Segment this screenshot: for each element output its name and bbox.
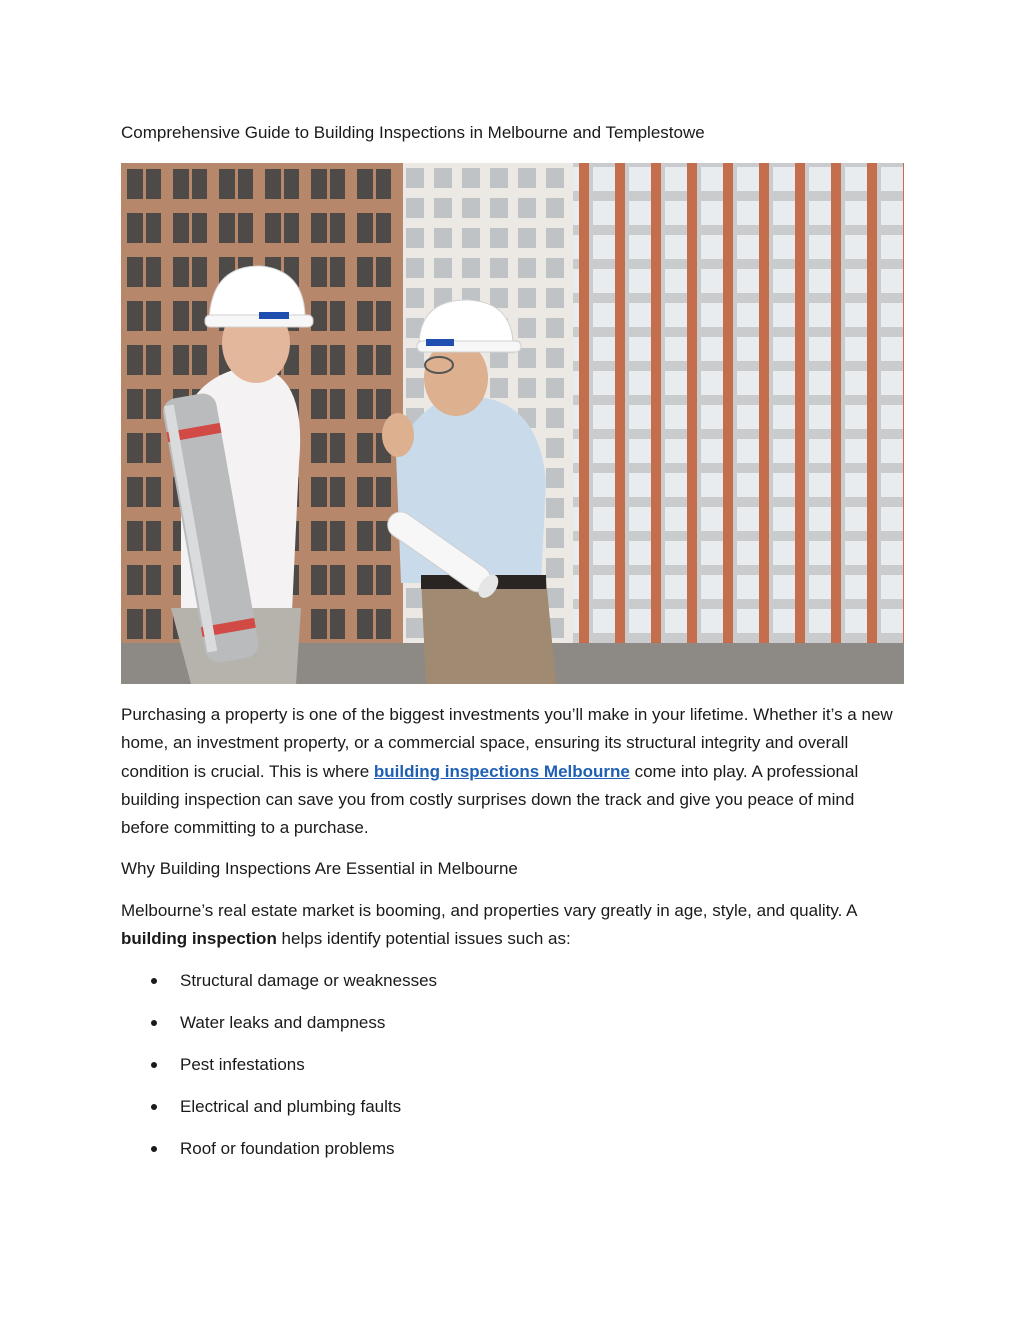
bullet-icon (151, 1020, 157, 1026)
list-item-text: Electrical and plumbing faults (180, 1097, 402, 1116)
bullet-icon (151, 1062, 157, 1068)
section-paragraph (121, 897, 907, 954)
list-item-text: Water leaks and dampness (180, 1013, 386, 1032)
list-item (121, 1092, 437, 1134)
bullet-icon (151, 1104, 157, 1110)
section-text-before-bold: Melbourne’s real estate market is booming, and properties vary greatly in age, style, and quality. A (121, 901, 857, 920)
building-inspection-bold: building inspection (121, 929, 277, 949)
bullet-icon (151, 978, 157, 984)
bullet-icon (151, 1146, 157, 1152)
construction-inspectors-photo (121, 163, 904, 684)
intro-paragraph (121, 701, 907, 842)
list-item (121, 966, 437, 1008)
list-item-text: Pest infestations (180, 1055, 305, 1074)
list-item (121, 1008, 437, 1050)
list-item-text: Roof or foundation problems (180, 1139, 395, 1158)
list-item (121, 1134, 437, 1176)
intro-text-after-link: come into play. A professional building inspection can save you from costly surprises down the track and give you peace of mind before committing to a purchase. (121, 761, 859, 838)
section-heading: Why Building Inspections Are Essential in Melbourne (121, 859, 518, 878)
section-text-after-bold: helps identify potential issues such as: (276, 929, 571, 949)
list-item-text: Structural damage or weaknesses (180, 971, 438, 990)
intro-text-before-link: Purchasing a property is one of the biggest investments you’ll make in your lifetime. Whether it’s a new home, an investment property, or a commercial space, ensuring its structural integrity and overall condition is crucial. This is where (121, 705, 893, 781)
page-title: Comprehensive Guide to Building Inspections in Melbourne and Templestowe (121, 123, 705, 142)
list-item (121, 1050, 437, 1092)
issues-list (121, 966, 437, 1176)
building-inspections-melbourne-link[interactable]: building inspections Melbourne (373, 761, 630, 781)
